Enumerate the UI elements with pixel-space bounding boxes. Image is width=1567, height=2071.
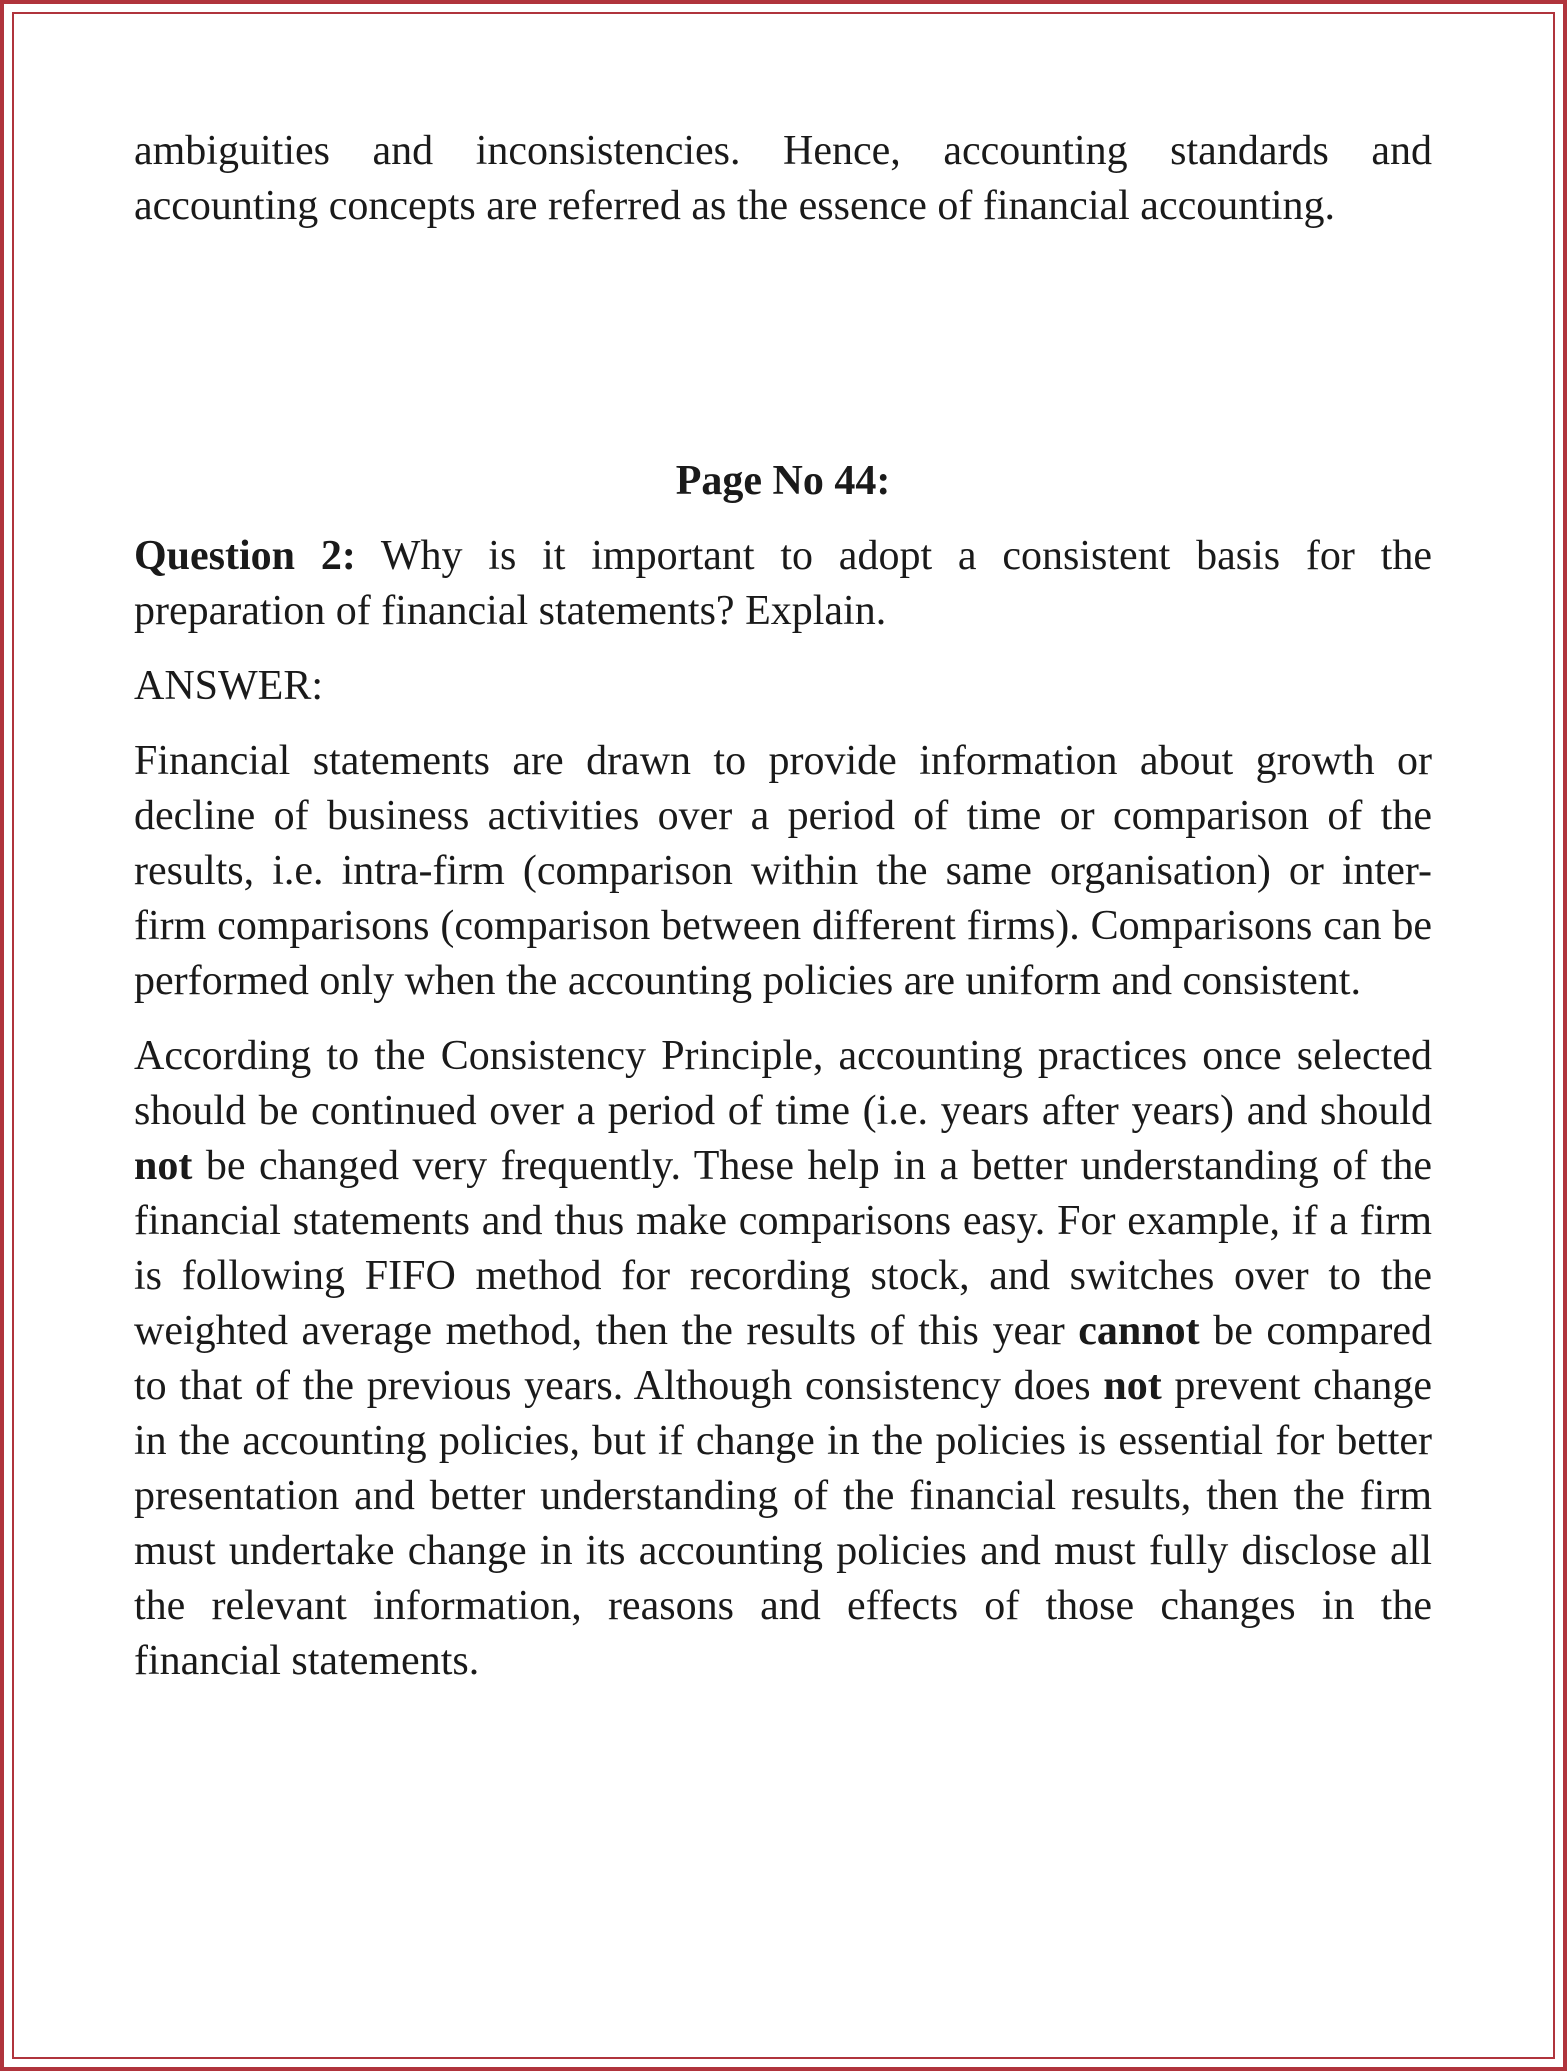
page-heading: Page No 44: <box>675 458 891 504</box>
answer-paragraph-1: Financial statements are drawn to provide information about growth or decline of business activities over a period of time or comparison of the results, i.e. intra-firm (comparison within the same organisation) or inter-firm comparisons (comparison between different firms). Comparisons can be performed only when the accounting policies are uniform and consistent. <box>134 738 1432 1004</box>
answer-label: ANSWER: <box>134 663 323 709</box>
answer-paragraph-2-segment: prevent change in the accounting policies, but if change in the policies is essential for better presentation and better understanding of the financial results, then the firm must undertake change in its accounting policies and must fully disclose all the relevant information, reasons and effects of those changes in the financial statements. <box>134 1363 1432 1684</box>
answer-paragraph-2-segment: be compared to that of the previous years. Although consistency does <box>134 1308 1432 1409</box>
emphasis-not: not <box>1103 1363 1162 1409</box>
question-label: Question 2: <box>134 533 356 579</box>
question <box>134 529 1432 639</box>
document-body <box>134 124 1432 1709</box>
answer-paragraph-2 <box>134 1029 1432 1689</box>
intro-paragraph: ambiguities and inconsistencies. Hence, accounting standards and accounting concepts are referred as the essence of financial accounting. <box>134 128 1432 229</box>
emphasis-cannot: cannot <box>1078 1308 1200 1354</box>
question-text: Why is it important to adopt a consistent basis for the preparation of financial statements? Explain. <box>134 533 1432 634</box>
emphasis-not: not <box>134 1143 193 1189</box>
answer-paragraph-2-segment: According to the Consistency Principle, accounting practices once selected should be continued over a period of time (i.e. years after years) and should <box>134 1033 1432 1134</box>
answer-paragraph-2-segment: be changed very frequently. These help in a better understanding of the financial statements and thus make comparisons easy. For example, if a firm is following FIFO method for recording stock, and switches over to the weighted average method, then the results of this year <box>134 1143 1432 1354</box>
